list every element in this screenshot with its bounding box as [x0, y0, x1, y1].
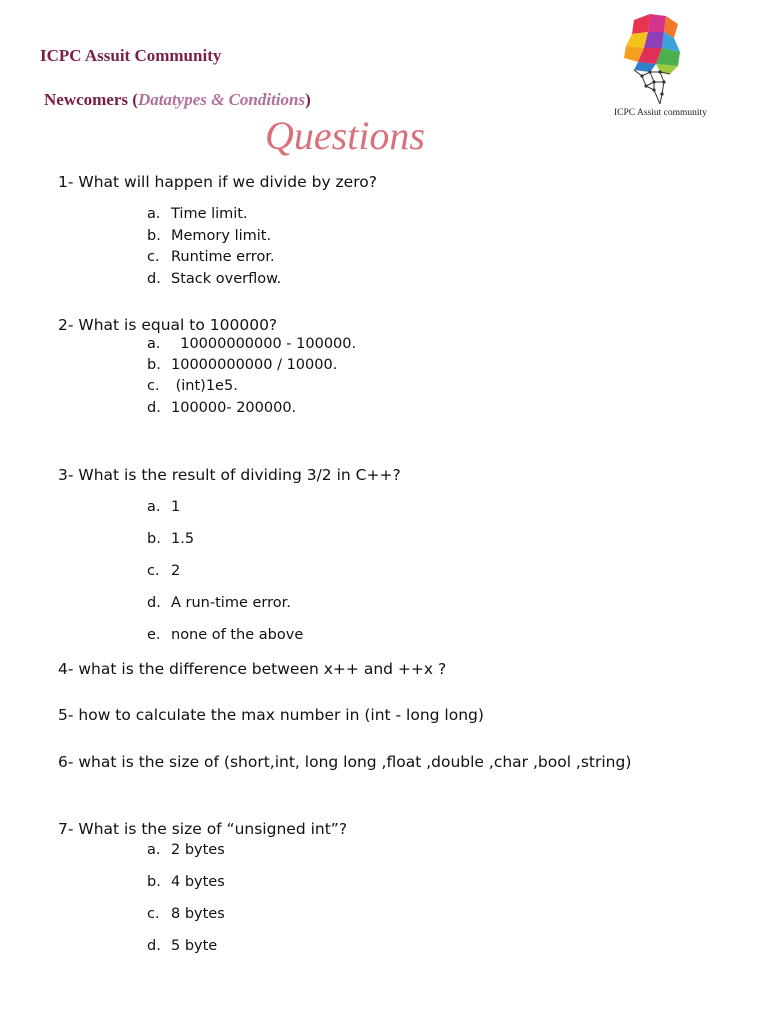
option-letter: a.	[147, 206, 161, 222]
question-5: 5- how to calculate the max number in (int - long long)	[58, 706, 484, 724]
option-item	[147, 938, 217, 954]
option-text: 10000000000 / 10000.	[171, 357, 338, 373]
option-item	[147, 627, 303, 643]
document-subtitle	[44, 90, 311, 110]
option-item	[147, 563, 180, 579]
option-item	[147, 271, 281, 287]
question-1: 1- What will happen if we divide by zero?	[58, 173, 377, 191]
option-text: 8 bytes	[171, 906, 225, 922]
brain-logo-icon	[620, 12, 690, 104]
option-item	[147, 249, 275, 265]
option-letter: d.	[147, 595, 161, 611]
option-item	[147, 842, 225, 858]
option-item	[147, 499, 180, 515]
option-item	[147, 595, 291, 611]
option-text: Stack overflow.	[171, 271, 282, 287]
option-letter: c.	[147, 378, 160, 394]
option-letter: a.	[147, 499, 161, 515]
question-3: 3- What is the result of dividing 3/2 in C++?	[58, 466, 401, 484]
option-letter: d.	[147, 271, 161, 287]
organization-title: ICPC Assuit Community	[40, 46, 222, 65]
question-4: 4- what is the difference between x++ and ++x ?	[58, 660, 447, 678]
option-text: 1	[171, 499, 181, 515]
option-letter: b.	[147, 228, 161, 244]
option-text: 5 byte	[171, 938, 218, 954]
option-item	[147, 874, 225, 890]
option-text: Memory limit.	[171, 228, 272, 244]
option-item	[147, 906, 225, 922]
option-text: 10000000000 - 100000.	[171, 336, 357, 352]
question-2: 2- What is equal to 100000?	[58, 316, 278, 334]
page-heading: Questions	[265, 113, 425, 158]
option-text: 2	[171, 563, 181, 579]
option-letter: c.	[147, 563, 160, 579]
option-item	[147, 357, 337, 373]
option-letter: c.	[147, 906, 160, 922]
option-item	[147, 336, 356, 352]
logo-caption: ICPC Assiut community	[614, 108, 707, 118]
option-item	[147, 378, 238, 394]
option-letter: e.	[147, 627, 161, 643]
option-text: 2 bytes	[171, 842, 225, 858]
option-letter: d.	[147, 400, 161, 416]
option-text: none of the above	[171, 627, 304, 643]
subtitle-prefix: Newcomers (	[44, 90, 138, 109]
option-text: Time limit.	[171, 206, 248, 222]
option-item	[147, 228, 271, 244]
option-text: 4 bytes	[171, 874, 225, 890]
option-text: (int)1e5.	[171, 378, 238, 394]
option-item	[147, 531, 194, 547]
subtitle-suffix: )	[305, 90, 311, 109]
question-7: 7- What is the size of “unsigned int”?	[58, 820, 348, 838]
option-letter: a.	[147, 842, 161, 858]
option-text: Runtime error.	[171, 249, 275, 265]
option-text: A run-time error.	[171, 595, 291, 611]
option-letter: b.	[147, 874, 161, 890]
option-letter: b.	[147, 357, 161, 373]
option-letter: c.	[147, 249, 160, 265]
option-letter: d.	[147, 938, 161, 954]
option-item	[147, 206, 248, 222]
option-letter: a.	[147, 336, 161, 352]
community-logo	[612, 12, 722, 122]
option-text: 1.5	[171, 531, 195, 547]
option-letter: b.	[147, 531, 161, 547]
subtitle-topic: Datatypes & Conditions	[137, 90, 306, 109]
question-6: 6- what is the size of (short,int, long long ,float ,double ,char ,bool ,string)	[58, 753, 632, 771]
option-text: 100000- 200000.	[171, 400, 297, 416]
option-item	[147, 400, 296, 416]
